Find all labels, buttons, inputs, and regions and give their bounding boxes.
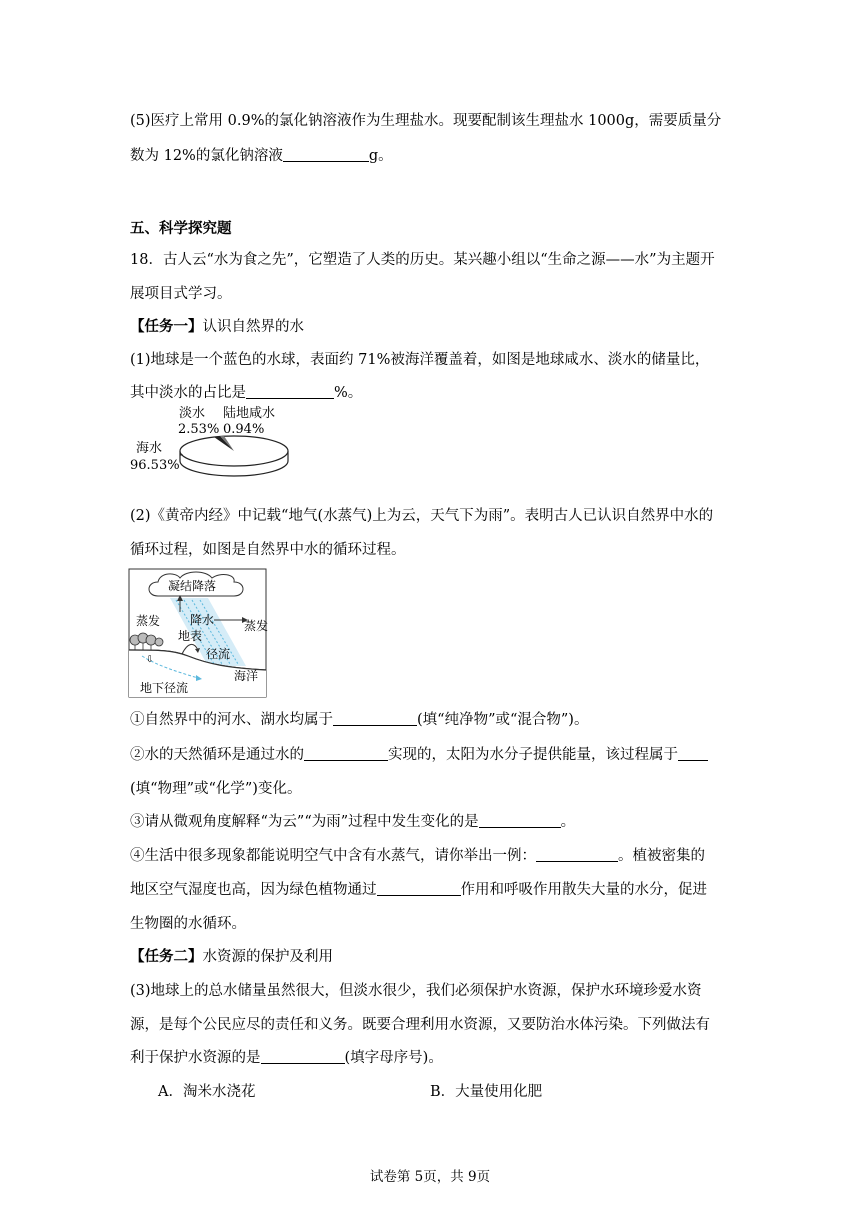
task1-title: 认识自然界的水 xyxy=(202,319,304,335)
sub2-line2: (填“物理”或“化学”)变化。 xyxy=(130,781,302,797)
q3-text: 利于保护水资源的是 xyxy=(130,1050,261,1066)
option-a[interactable]: A．淘米水浇花 xyxy=(158,1084,256,1100)
fresh-water-label: 淡水 xyxy=(179,406,206,421)
evaporation-left-label: 蒸发 xyxy=(136,614,161,628)
task1-label: 【任务一】 xyxy=(130,318,203,335)
answer-blank[interactable] xyxy=(246,384,334,399)
q17-5-text: 数为 12%的氯化钠溶液 xyxy=(130,148,283,164)
q17-5-unit: g。 xyxy=(368,148,393,164)
sub4-line1 xyxy=(130,846,705,866)
option-b[interactable]: B．大量使用化肥 xyxy=(430,1084,543,1100)
q18-intro-line1: 18．古人云“水为食之先”，它塑造了人类的历史。某兴趣小组以“生命之源——水”为主题开 xyxy=(130,252,715,268)
answer-blank[interactable] xyxy=(261,1049,345,1064)
water-cycle-diagram xyxy=(128,568,268,700)
underground-runoff-label: 地下径流 xyxy=(140,681,189,695)
q3-hint: (填字母序号)。 xyxy=(344,1050,443,1066)
evaporation-right-label: 蒸发 xyxy=(244,619,268,633)
answer-blank[interactable] xyxy=(304,746,388,761)
sub4-line2-text: 地区空气湿度也高，因为绿色植物通过 xyxy=(130,882,377,898)
answer-blank[interactable] xyxy=(678,746,708,761)
sub4-line2 xyxy=(130,880,707,900)
q1-unit: %。 xyxy=(334,385,363,401)
q3-line3 xyxy=(130,1048,443,1068)
q17-5-line2 xyxy=(130,146,393,166)
answer-blank[interactable] xyxy=(333,711,417,726)
task2-label: 【任务二】 xyxy=(130,948,203,965)
answer-blank[interactable] xyxy=(479,813,561,828)
task2-title: 水资源的保护及利用 xyxy=(202,949,333,965)
q17-5-line1: (5)医疗上常用 0.9%的氯化钠溶液作为生理盐水。现要配制该生理盐水 1000g，需要质量分 xyxy=(130,113,722,129)
land-saltwater-value: 0.94% xyxy=(223,422,265,437)
answer-blank[interactable] xyxy=(377,881,461,896)
sea-water-value: 96.53% xyxy=(130,458,180,473)
water-pie-figure xyxy=(128,405,293,480)
section-title: 五、科学探究题 xyxy=(130,220,232,237)
down-arrow-icon: ⇩ xyxy=(146,655,154,665)
q2-line1: (2)《黄帝内经》中记载“地气(水蒸气)上为云，天气下为雨”。表明古人已认识自然界中水的 xyxy=(130,508,714,524)
sub1-hint: (填“纯净物”或“混合物”)。 xyxy=(417,712,589,728)
surface-label: 地表 xyxy=(178,629,203,643)
q3-line1: (3)地球上的总水储量虽然很大，但淡水很少，我们必须保护水资源，保护水环境珍爱水资 xyxy=(130,983,702,999)
sub4-line3: 生物圈的水循环。 xyxy=(130,916,246,932)
q3-line2: 源，是每个公民应尽的责任和义务。既要合理利用水资源，又要防治水体污染。下列做法有 xyxy=(130,1017,710,1033)
sub1-text: ①自然界中的河水、湖水均属于 xyxy=(130,712,333,728)
q1-line1: (1)地球是一个蓝色的水球，表面约 71%被海洋覆盖着，如图是地球咸水、淡水的储量比， xyxy=(130,352,710,368)
sea-water-label: 海水 xyxy=(136,441,163,456)
task1-heading xyxy=(130,317,304,337)
land-saltwater-label: 陆地咸水 xyxy=(223,406,276,421)
sub4-text: ④生活中很多现象都能说明空气中含有水蒸气，请你举出一例： xyxy=(130,848,536,864)
sub1-line xyxy=(130,710,588,730)
runoff-label: 径流 xyxy=(206,647,231,661)
q1-line2 xyxy=(130,383,362,403)
sub4-line2-end: 作用和呼吸作用散失大量的水分，促进 xyxy=(460,882,707,898)
q1-text: 其中淡水的占比是 xyxy=(130,385,246,401)
ocean-label: 海洋 xyxy=(234,669,259,683)
fresh-water-value: 2.53% xyxy=(178,422,220,437)
sub2-text-mid: 实现的，太阳为水分子提供能量，该过程属于 xyxy=(388,747,678,763)
sub4-text-end: 。植被密集的 xyxy=(618,848,705,864)
q18-intro-line2: 展项目式学习。 xyxy=(130,286,232,302)
task2-heading xyxy=(130,947,333,967)
sub3-text: ③请从微观角度解释“为云”“为雨”过程中发生变化的是 xyxy=(130,814,479,830)
sub2-text: ②水的天然循环是通过水的 xyxy=(130,747,304,763)
cloud-label: 凝结降落 xyxy=(168,579,217,593)
sub3-line xyxy=(130,812,575,832)
rain-label: 降水 xyxy=(190,613,215,627)
sub3-end: 。 xyxy=(560,814,576,830)
sub2-line1 xyxy=(130,745,708,765)
answer-blank[interactable] xyxy=(536,847,618,862)
q2-line2: 循环过程，如图是自然界中水的循环过程。 xyxy=(130,542,406,558)
answer-blank[interactable] xyxy=(283,147,369,162)
page-footer: 试卷第 5页，共 9页 xyxy=(369,1169,491,1185)
